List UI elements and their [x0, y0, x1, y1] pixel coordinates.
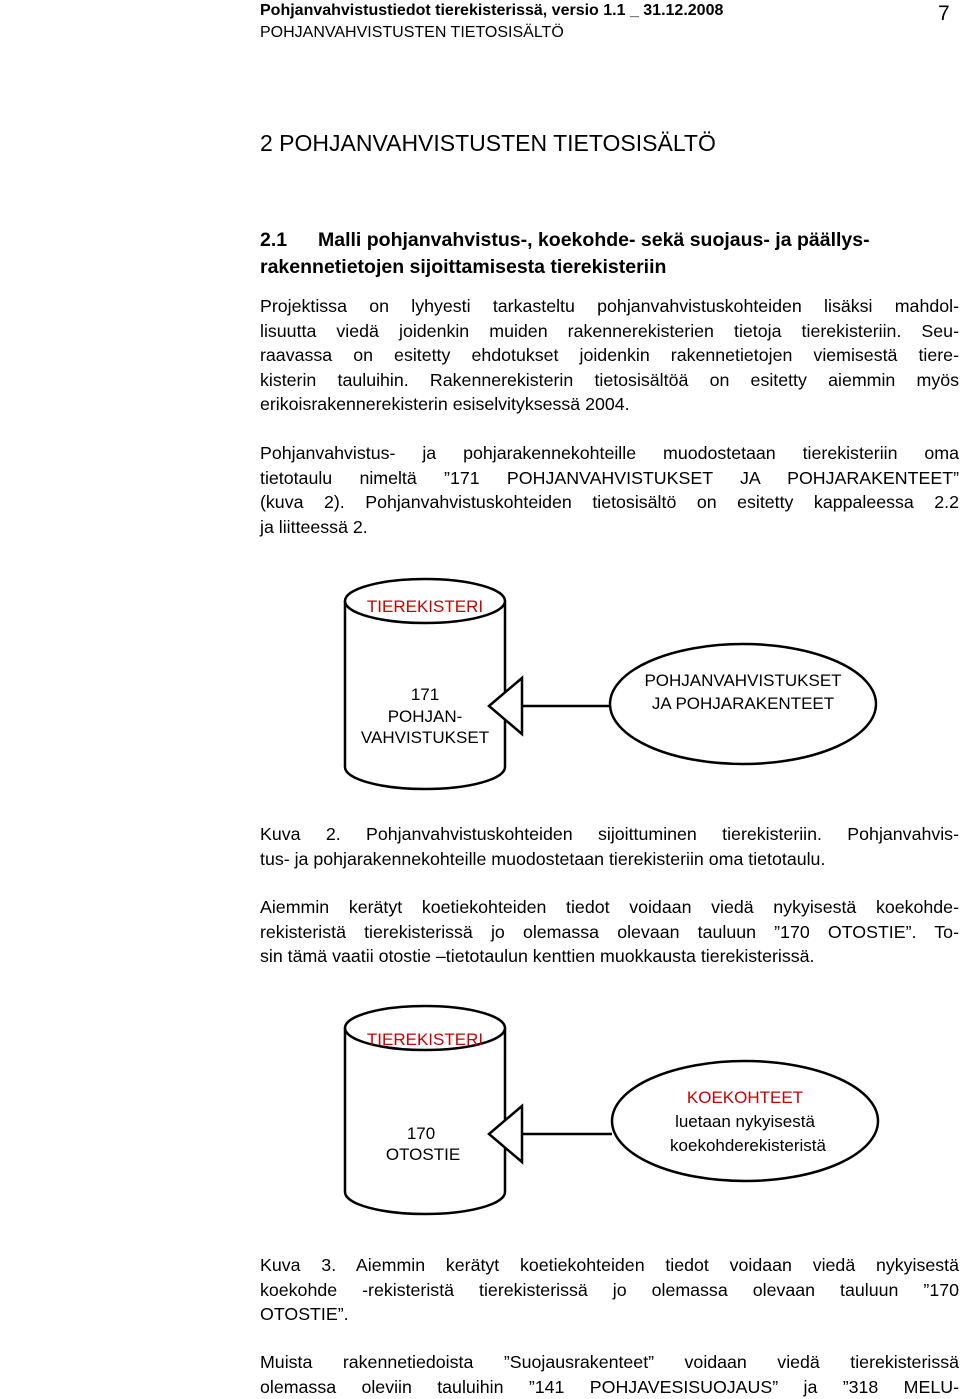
text-line: lisuutta viedä joidenkin muiden rakennerekisterien tietoja tierekisteriin. Seu- — [260, 320, 959, 341]
text-line: Projektissa on lyhyesti tarkasteltu pohjanvahvistuskohteiden lisäksi mahdol- — [260, 296, 959, 316]
text-line: Aiemmin kerätyt koetiekohteiden tiedot voidaan viedä nykyisestä koekohde- — [260, 897, 959, 917]
figure-2-source-line2: JA POHJARAKENTEET — [651, 694, 835, 713]
paragraph-4 — [260, 1350, 959, 1399]
text-line: OTOSTIE”. — [260, 1304, 349, 1325]
running-header-subtitle: POHJANVAHVISTUSTEN TIETOSISÄLTÖ — [260, 24, 564, 41]
text-line: (kuva 2). Pohjanvahvistuskohteiden tietosisältö on esitetty kappaleessa 2.2 — [260, 492, 959, 513]
figure-2-table-line3: VAHVISTUKSET — [360, 728, 490, 747]
text-line: Kuva 2. Pohjanvahvistuskohteiden sijoittuminen tierekisteriin. Pohjanvahvis- — [260, 824, 959, 844]
figure-3-table-line1: 170 — [406, 1124, 436, 1143]
chapter-heading: 2 POHJANVAHVISTUSTEN TIETOSISÄLTÖ — [260, 130, 716, 156]
text-line: erikoisrakennerekisterin esiselvityksessä 2004. — [260, 394, 630, 415]
text-line: kisterin tauluihin. Rakennerekisterin tietosisältöä on esitetty aiemmin myös — [260, 369, 959, 390]
text-line: Pohjanvahvistus- ja pohjarakennekohteille muodostetaan tierekisteriin oma — [260, 443, 959, 463]
text-line: rekisteristä tierekisterissä jo olemassa olevaan tauluun ”170 OTOSTIE”. To- — [260, 921, 959, 942]
figure-2-table-line1: 171 — [410, 685, 440, 704]
text-line: tus- ja pohjarakennekohteille muodostetaan tierekisteriin oma tietotaulu. — [260, 848, 826, 869]
text-line: Kuva 3. Aiemmin kerätyt koetiekohteiden tiedot voidaan viedä nykyisestä — [260, 1255, 959, 1275]
text-line: olemassa oleviin tauluihin ”141 POHJAVESISUOJAUS” ja ”318 MELU- — [260, 1376, 959, 1397]
figure-2-table-line2: POHJAN- — [387, 707, 463, 726]
figure-3-caption — [260, 1253, 959, 1327]
figure-3-source-line2: luetaan nykyisestä — [675, 1112, 815, 1131]
figure-2-caption — [260, 822, 959, 871]
page-number: 7 — [938, 2, 950, 25]
database-cylinder — [345, 1028, 505, 1214]
figure-2-cylinder-label: TIEREKISTERI — [366, 597, 484, 616]
text-line: tietotaulu nimeltä ”171 POHJANVAHVISTUKSET JA POHJARAKENTEET” — [260, 467, 959, 488]
text-line: koekohde -rekisteristä tierekisterissä jo olemassa olevaan tauluun ”170 — [260, 1279, 959, 1300]
text-line: ja liitteessä 2. — [260, 516, 368, 537]
running-header-title: Pohjanvahvistustiedot tierekisterissä, versio 1.1 _ 31.12.2008 — [260, 2, 724, 19]
figure-3-cylinder-label: TIEREKISTERI — [366, 1030, 484, 1049]
figure-3-source-line3: koekohderekisteristä — [670, 1136, 826, 1155]
section-title-line1: Malli pohjanvahvistus-, koekohde- sekä suojaus- ja päällys- — [318, 229, 870, 251]
text-line: sin tämä vaatii otostie –tietotaulun kenttien muokkausta tierekisterissä. — [260, 946, 815, 967]
figure-2-source-line1: POHJANVAHVISTUKSET — [644, 671, 842, 690]
section-title-line2: rakennetietojen sijoittamisesta tierekisteriin — [260, 256, 667, 278]
text-line: Muista rakennetiedoista ”Suojausrakenteet” voidaan viedä tierekisterissä — [260, 1352, 959, 1372]
figure-3-source-line1: KOEKOHTEET — [686, 1088, 804, 1107]
text-line: raavassa on esitetty ehdotukset joidenkin rakennetietojen viemisestä tiere- — [260, 345, 959, 366]
figure-3-table-line2: OTOSTIE — [385, 1145, 461, 1164]
section-number: 2.1 — [260, 229, 288, 251]
paragraph-3 — [260, 895, 959, 969]
